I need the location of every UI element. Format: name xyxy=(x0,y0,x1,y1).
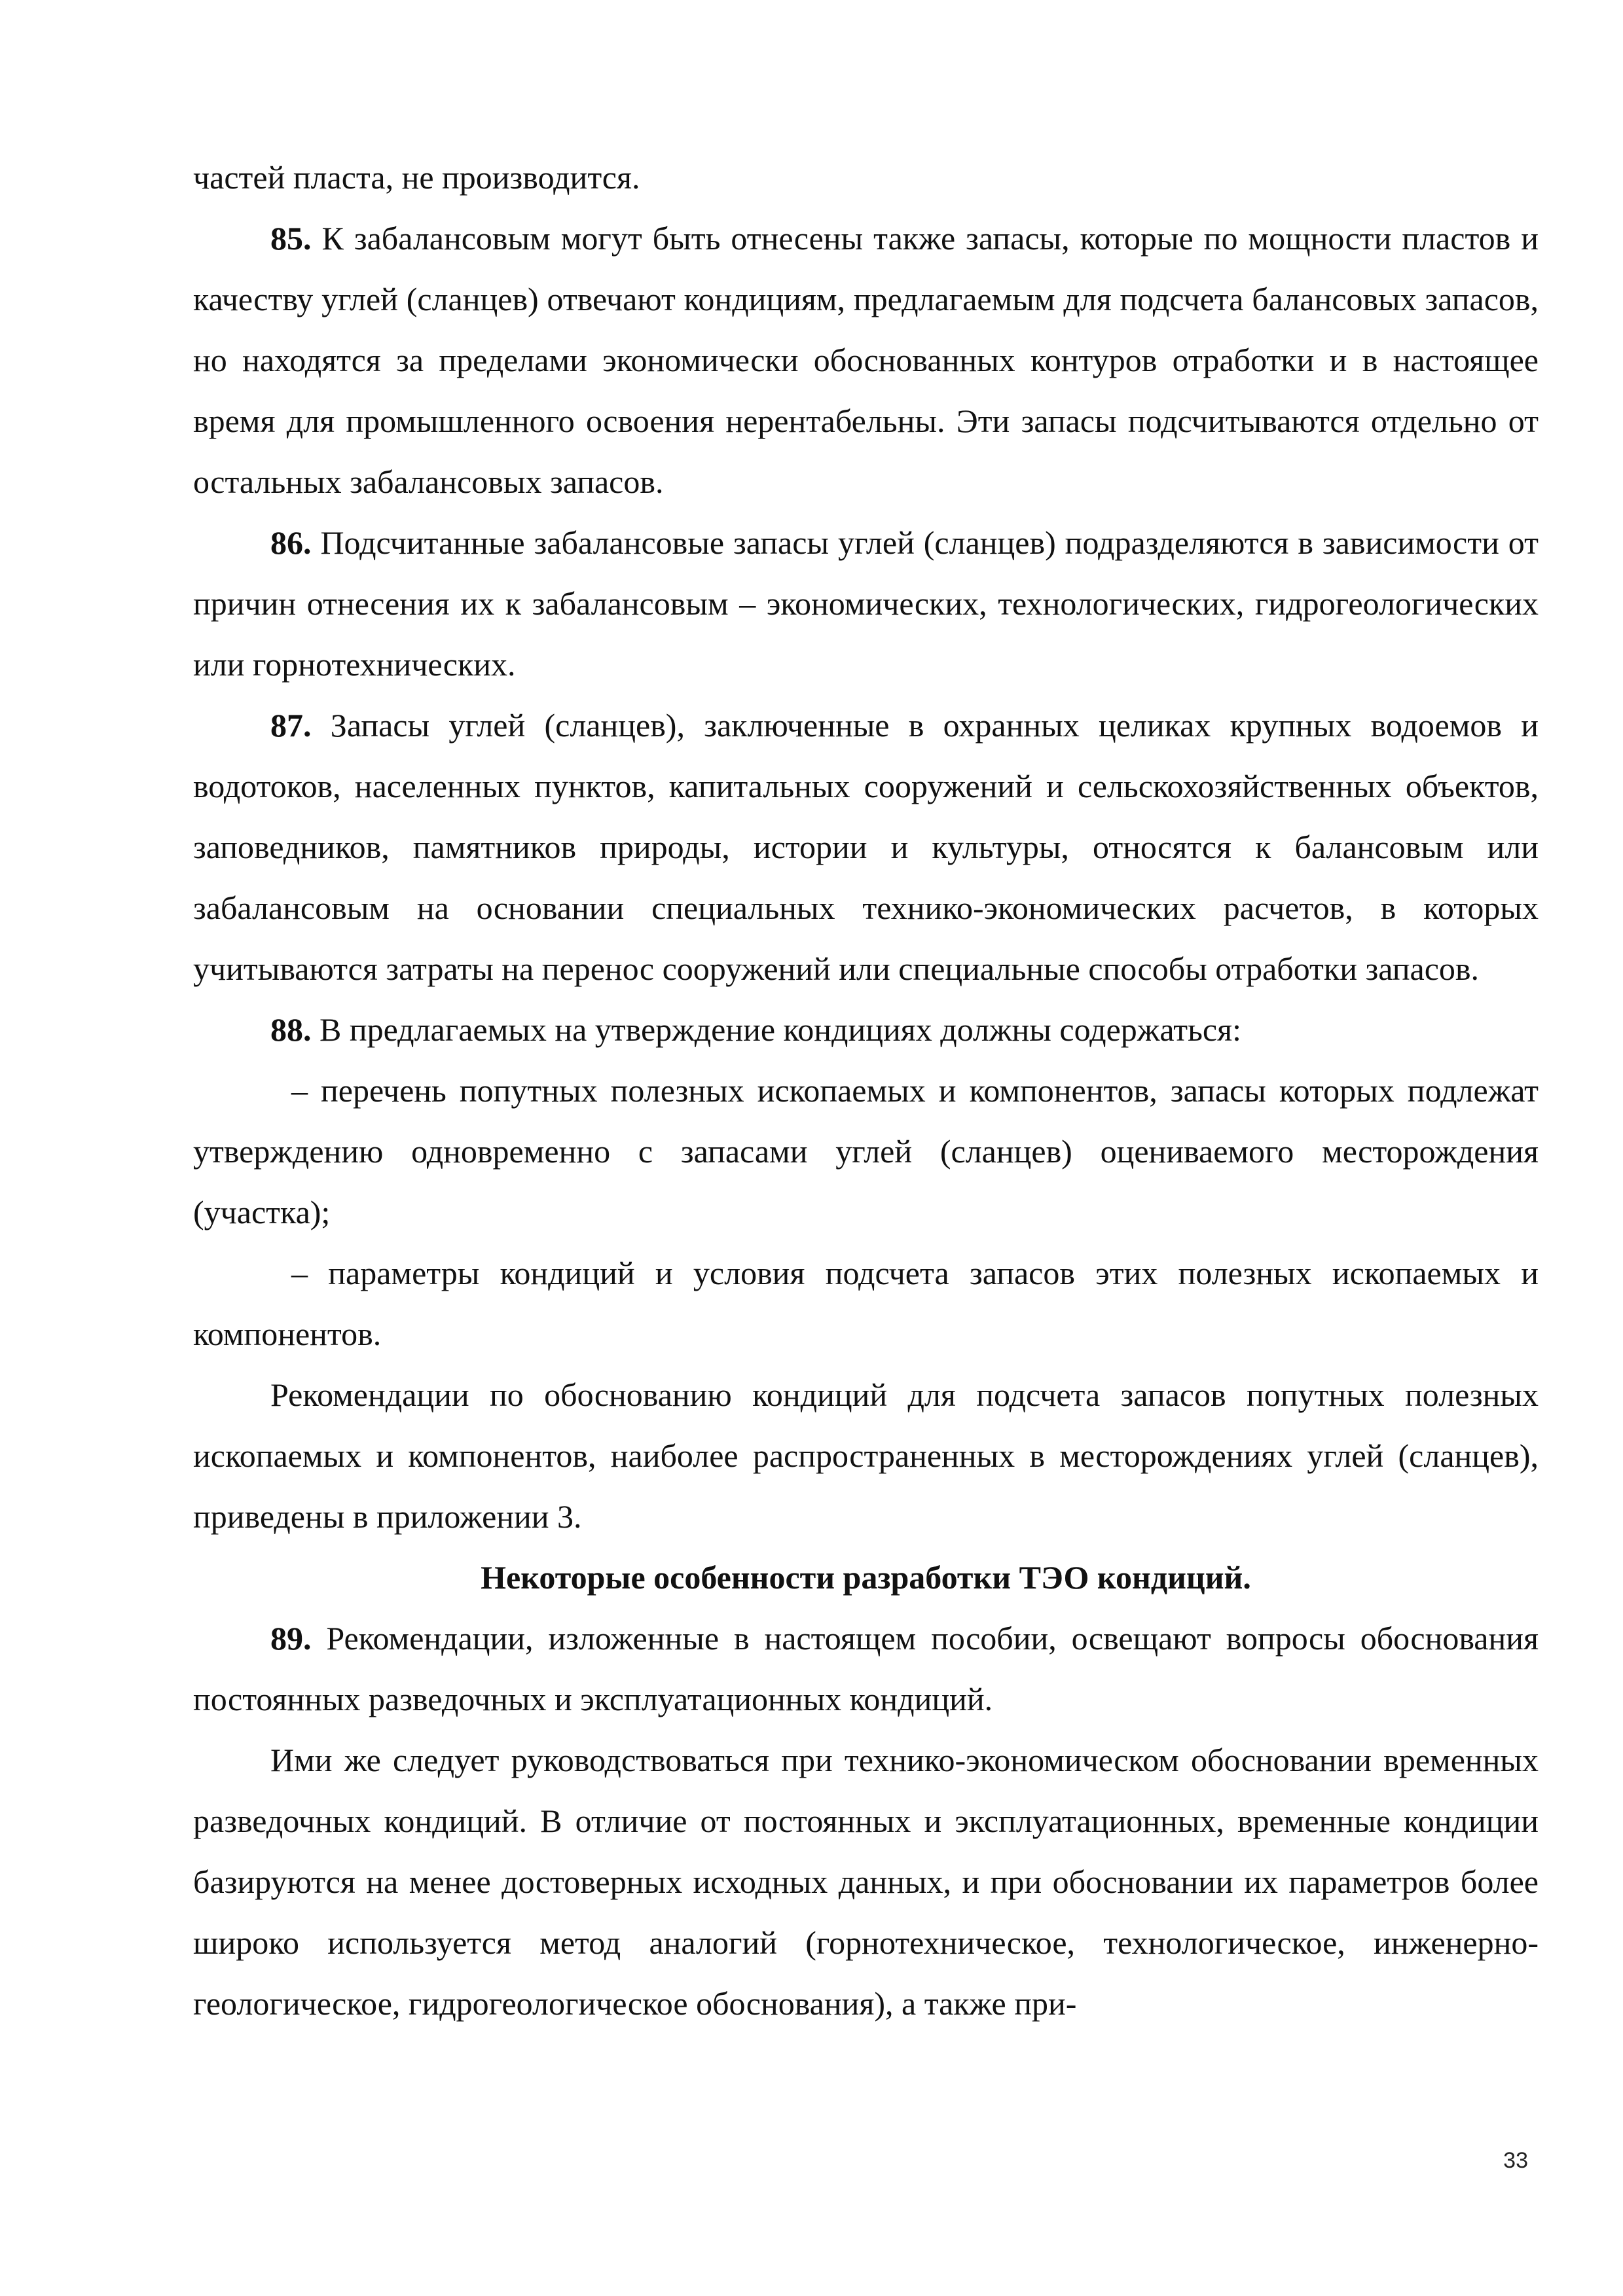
list-item: – перечень попутных полезных ископаемых и компонентов, запасы которых подлежат утверждению одновременно с запасами углей (сланцев) оцениваемого месторождения (участка); xyxy=(193,1072,1539,1230)
paragraph-number: 85. xyxy=(270,220,312,257)
paragraph-89 xyxy=(193,1608,1539,1730)
paragraph-text: Запасы углей (сланцев), заключенные в охранных целиках крупных водоемов и водотоков, населенных пунктов, капитальных сооружений и сельскохозяйственных объектов, заповедников, памятников природы, истории и культуры, относятся к балансовым или забалансовым на основании специальных технико-экономических расчетов, в которых учитываются затраты на перенос сооружений или специальные способы отработки запасов. xyxy=(193,707,1539,987)
recommendation-paragraph: Рекомендации по обоснованию кондиций для подсчета запасов попутных полезных ископаемых и компонентов, наиболее распространенных в месторождениях углей (сланцев), приведены в приложении 3. xyxy=(193,1376,1539,1535)
section-heading: Некоторые особенности разработки ТЭО кондиций. xyxy=(481,1559,1251,1596)
paragraph-text: К забалансовым могут быть отнесены также запасы, которые по мощности пластов и качеству углей (сланцев) отвечают кондициям, предлагаемым для подсчета балансовых запасов, но находятся за пределами экономически обоснованных контуров отработки и в настоящее время для промышленного освоения нерентабельны. Эти запасы подсчитываются отдельно от остальных забалансовых запасов. xyxy=(193,220,1539,500)
paragraph-number: 88. xyxy=(270,1011,312,1048)
paragraph-87 xyxy=(193,695,1539,999)
paragraph-text: Рекомендации, изложенные в настоящем пособии, освещают вопросы обоснования постоянных разведочных и эксплуатационных кондиций. xyxy=(193,1620,1539,1717)
paragraph-88 xyxy=(193,999,1539,1060)
paragraph-number: 87. xyxy=(270,707,312,744)
paragraph-text: Подсчитанные забалансовые запасы углей (сланцев) подразделяются в зависимости от причин отнесения их к забалансовым – экономических, технологических, гидрогеологических или горнотехнических. xyxy=(193,524,1539,683)
paragraph-85 xyxy=(193,208,1539,512)
continuation-line: частей пласта, не производится. xyxy=(193,159,640,196)
page-number: 33 xyxy=(1503,2148,1528,2173)
paragraph-number: 89. xyxy=(270,1620,312,1657)
paragraph-86 xyxy=(193,512,1539,695)
body-text xyxy=(193,147,1539,2034)
list-item: – параметры кондиций и условия подсчета запасов этих полезных ископаемых и компонентов. xyxy=(193,1255,1539,1352)
paragraph-text: В предлагаемых на утверждение кондициях должны содержаться: xyxy=(311,1011,1241,1048)
paragraph-number: 86. xyxy=(270,524,312,561)
final-paragraph: Ими же следует руководствоваться при технико-экономическом обосновании временных разведочных кондиций. В отличие от постоянных и эксплуатационных, временные кондиции базируются на менее достоверных исходных данных, и при обосновании их параметров более широко используется метод аналогий (горнотехническое, технологическое, инженерно-геологическое, гидрогеологическое обоснования), а также при- xyxy=(193,1742,1539,2022)
